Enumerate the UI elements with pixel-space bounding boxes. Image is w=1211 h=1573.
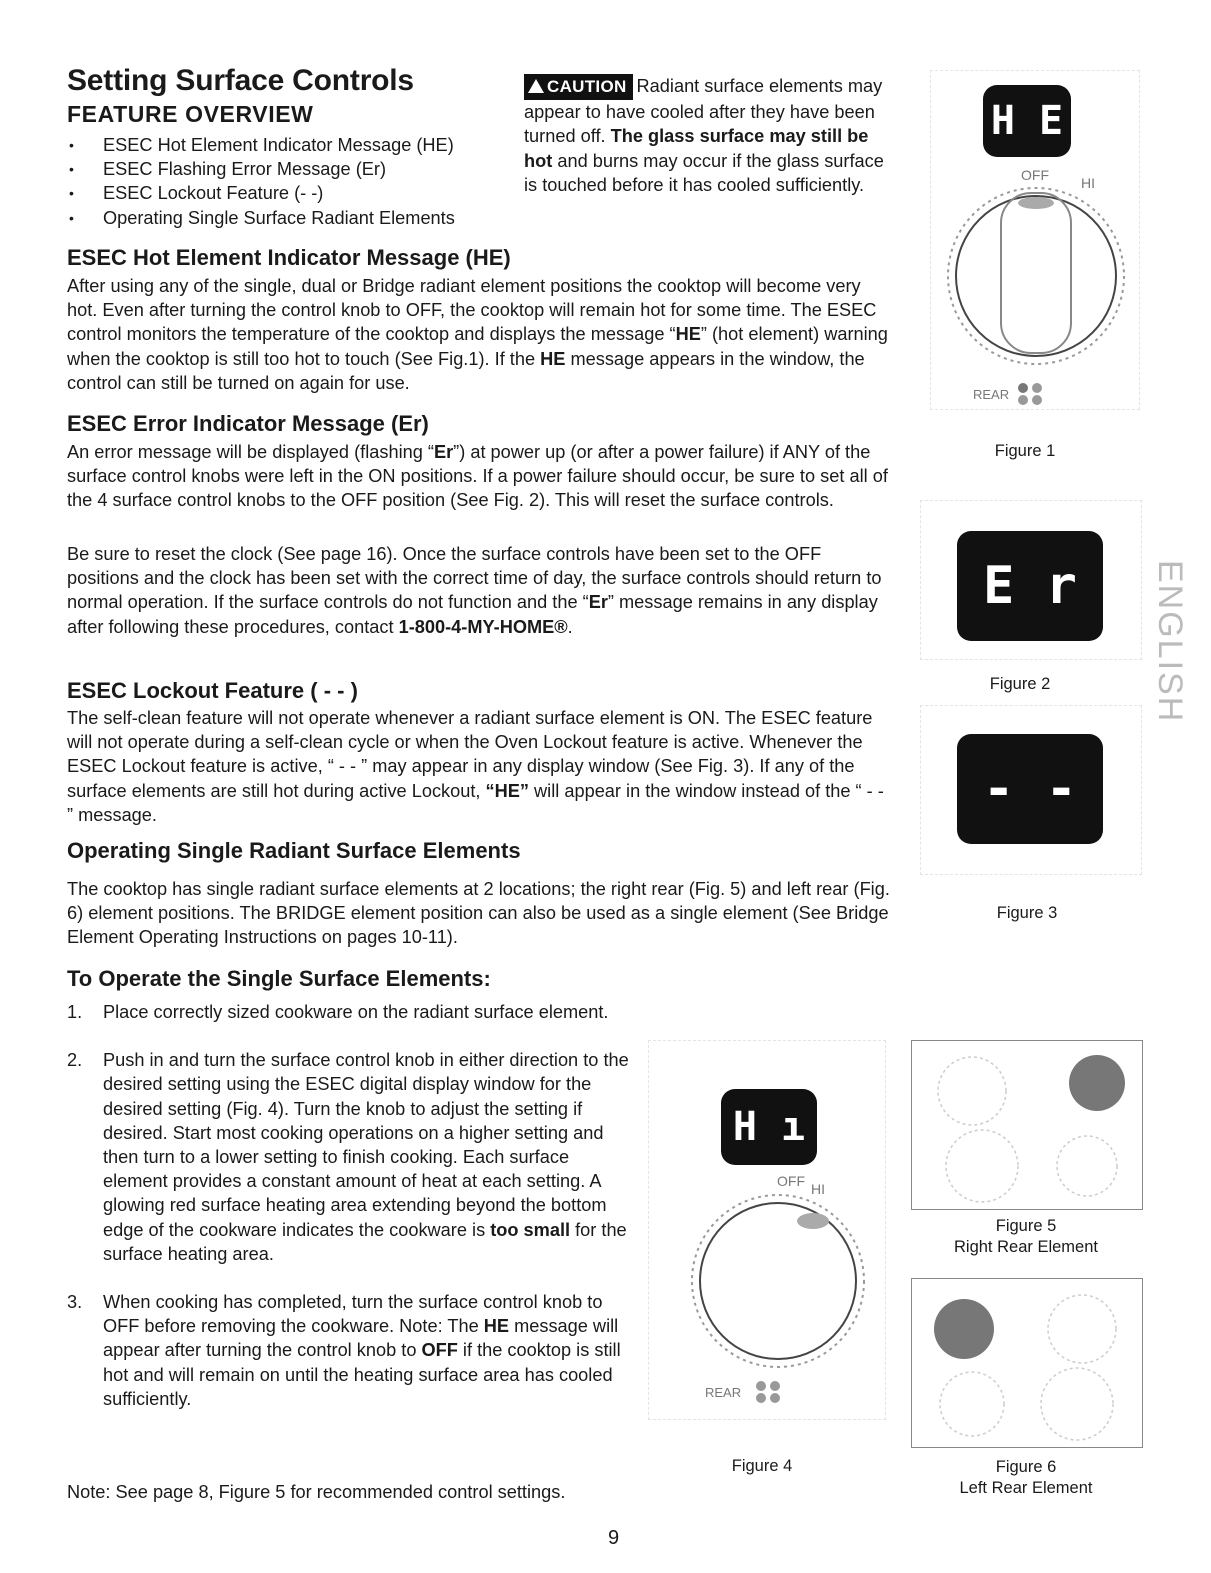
element-position-icon xyxy=(1015,381,1045,407)
hi-display: H ı xyxy=(721,1089,817,1165)
list-item: 2. Push in and turn the surface control knob in either direction to the desired setting using the ESEC digital display window for the desired setting (Fig. 4). Turn the knob to adjust the setting if desired. Start most cooking operations on a higher setting and then turn to a lower setting to finish cooking. Each surface element provides a constant amount of heat at each setting. A glowing red surface heating area extending beyond the bottom edge of the cookware indicates the cookware is too small for the surface heating area. xyxy=(67,1050,629,1264)
figure-6 xyxy=(911,1278,1143,1448)
element-position-icon xyxy=(753,1379,783,1405)
single-section-heading: Operating Single Radiant Surface Elements xyxy=(67,838,521,863)
he-section-heading: ESEC Hot Element Indicator Message (HE) xyxy=(67,245,511,270)
hi-label: HI xyxy=(1081,175,1095,191)
cooktop-right-rear-icon xyxy=(912,1041,1142,1209)
feature-overview-heading: FEATURE OVERVIEW xyxy=(67,101,314,127)
figure-2-caption: Figure 2 xyxy=(989,675,1051,693)
operate-steps xyxy=(67,1000,632,1411)
er-section-text-1: An error message will be displayed (flashing “Er”) at power up (or after a power failure) if ANY of the surface control knobs were left in the ON positions. If a power failure should occur, be sure to set all of the 4 surface control knobs to the OFF position (See Fig. 2). This will reset the surface controls. xyxy=(67,442,888,511)
figure-3 xyxy=(920,705,1142,875)
lockout-section-text: The self-clean feature will not operate whenever a radiant surface element is ON. The ESEC feature will not operate during a self-clean cycle or when the Oven Lockout feature is active. Whenever the ESEC Lockout feature is active, “ - - ” may appear in any display window (See Fig. 3). If any of the surface elements are still hot during active Lockout, “HE” will appear in the window instead of the “ - - ” message. xyxy=(67,708,884,825)
er-section-text-2: Be sure to reset the clock (See page 16). Once the surface controls have been set to the OFF positions and the clock has been set with the correct time of day, the surface controls should return to normal operation. If the surface controls do not function and the “Er” message remains in any display after following these procedures, contact 1-800-4-MY-HOME®. xyxy=(67,544,882,637)
figure-3-caption: Figure 3 xyxy=(996,904,1058,922)
list-item: 1. Place correctly sized cookware on the radiant surface element. xyxy=(67,1002,609,1022)
figure-2 xyxy=(920,500,1142,660)
he-display: H E xyxy=(983,85,1071,157)
caution-badge: CAUTION xyxy=(524,74,633,100)
single-section-text: The cooktop has single radiant surface elements at 2 locations; the right rear (Fig. 5) and left rear (Fig. 6) element positions. The BRIDGE element position can also be used as a single element (See Bridge Element Operating Instructions on pages 10-11). xyxy=(67,879,890,948)
figure-1-caption: Figure 1 xyxy=(994,442,1056,460)
language-tab: ENGLISH xyxy=(1151,560,1189,724)
settings-note: Note: See page 8, Figure 5 for recommended control settings. xyxy=(67,1482,566,1502)
list-item: 3. When cooking has completed, turn the surface control knob to OFF before removing the cookware. Note: The HE message will appear after turning the control knob to OFF if the cooktop is still hot and will remain on until the heating surface area has cooled sufficiently. xyxy=(67,1292,621,1409)
rear-label: REAR xyxy=(973,387,1010,402)
list-item: • ESEC Hot Element Indicator Message (HE) xyxy=(67,133,507,157)
warning-icon xyxy=(528,79,544,93)
hi-label: HI xyxy=(811,1181,825,1197)
lockout-section-heading: ESEC Lockout Feature ( - - ) xyxy=(67,678,358,703)
rear-label: REAR xyxy=(705,1385,742,1400)
caution-note: CAUTION Radiant surface elements may appear to have cooled after they have been turned off. The glass surface may still be hot and burns may occur if the glass surface is touched before it has cooled sufficiently. xyxy=(524,76,884,195)
list-item: • ESEC Flashing Error Message (Er) xyxy=(67,157,507,181)
er-display: E r xyxy=(957,531,1103,641)
lockout-display: - - xyxy=(957,734,1103,844)
operate-section-heading: To Operate the Single Surface Elements: xyxy=(67,966,491,991)
er-section-heading: ESEC Error Indicator Message (Er) xyxy=(67,411,429,436)
figure-1 xyxy=(930,70,1140,410)
figure-5-caption: Figure 5 Right Rear Element xyxy=(926,1216,1126,1258)
figure-4-caption: Figure 4 xyxy=(731,1457,793,1475)
off-label: OFF xyxy=(1021,167,1049,183)
page-number: 9 xyxy=(608,1527,620,1549)
figure-4 xyxy=(648,1040,886,1420)
figure-6-label: Left Rear Element xyxy=(959,1479,1093,1497)
off-label: OFF xyxy=(777,1173,805,1189)
list-item: • ESEC Lockout Feature (- -) xyxy=(67,181,507,205)
control-knob-icon xyxy=(931,181,1141,371)
list-item: • Operating Single Surface Radiant Elements xyxy=(67,206,507,230)
he-section-text: After using any of the single, dual or Bridge radiant element positions the cooktop will become very hot. Even after turning the control knob to OFF, the cooktop will remain hot for some time. The ESEC control monitors the temperature of the cooktop and displays the message “HE” (hot element) warning when the cooktop is still too hot to touch (See Fig.1). If the HE message appears in the window, the control can still be turned on again for use. xyxy=(67,276,888,393)
figure-5 xyxy=(911,1040,1143,1210)
page-title: Setting Surface Controls xyxy=(67,64,414,97)
feature-overview-list xyxy=(67,133,507,230)
control-knob-icon xyxy=(663,1191,883,1371)
cooktop-left-rear-icon xyxy=(912,1279,1142,1447)
figure-6-caption: Figure 6 Left Rear Element xyxy=(926,1457,1126,1499)
figure-5-label: Right Rear Element xyxy=(954,1238,1098,1256)
